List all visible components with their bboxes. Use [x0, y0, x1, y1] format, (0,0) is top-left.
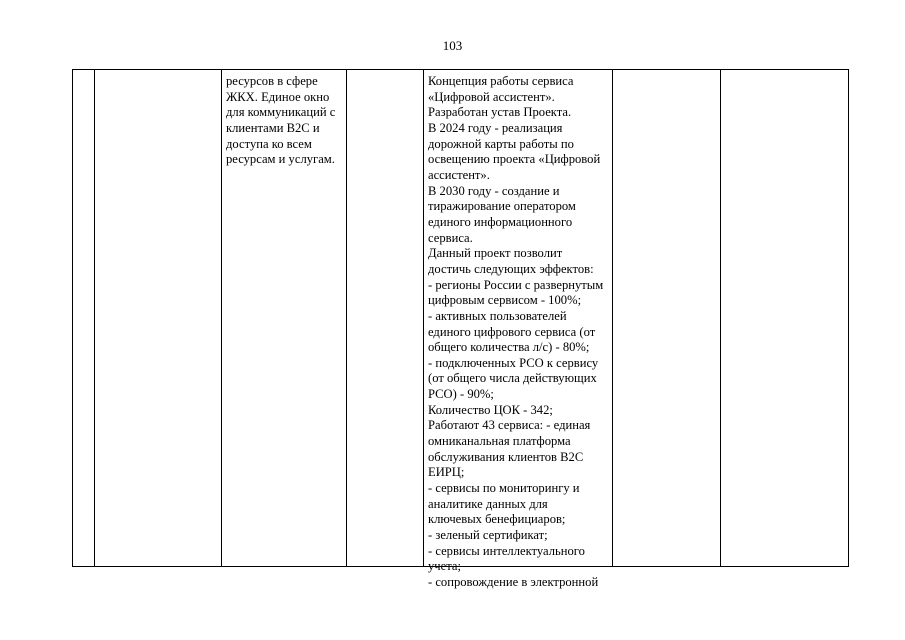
cell-description	[226, 74, 335, 168]
column-divider	[346, 70, 347, 566]
text-line: ЖКХ. Единое окно	[226, 89, 330, 104]
text-line: - сервисы интеллектуального	[428, 543, 585, 558]
text-line: ассистент».	[428, 167, 490, 182]
text-line: для коммуникаций с	[226, 105, 336, 120]
cell-results	[428, 74, 603, 591]
text-line: (от общего числа действующих	[428, 371, 597, 386]
text-line: Работают 43 сервиса: - единая	[428, 418, 591, 433]
text-line: В 2030 году - создание и	[428, 183, 560, 198]
text-line: ресурсам и услугам.	[226, 152, 335, 167]
text-line: Концепция работы сервиса	[428, 74, 574, 88]
text-line: омниканальная платформа	[428, 434, 571, 449]
column-divider	[94, 70, 95, 566]
text-line: обслуживания клиентов B2C	[428, 449, 584, 464]
text-line: единого информационного	[428, 214, 573, 229]
text-line: освещению проекта «Цифровой	[428, 152, 601, 167]
text-line: - сервисы по мониторингу и	[428, 481, 580, 496]
page-number: 103	[442, 38, 463, 53]
text-line: ЕИРЦ;	[428, 465, 465, 480]
text-line: - подключенных РСО к сервису	[428, 355, 599, 370]
text-line: дорожной карты работы по	[428, 136, 574, 151]
text-line: аналитике данных для	[428, 496, 548, 511]
text-line: учета;	[428, 559, 461, 574]
text-line: сервиса.	[428, 230, 473, 245]
column-divider	[612, 70, 613, 566]
text-line: Количество ЦОК - 342;	[428, 402, 553, 417]
text-line: РСО) - 90%;	[428, 387, 494, 402]
column-divider	[221, 70, 222, 566]
column-divider	[720, 70, 721, 566]
document-table	[72, 69, 849, 589]
text-line: доступа ко всем	[226, 136, 312, 151]
text-line: тиражирование оператором	[428, 199, 576, 214]
text-line: Данный проект позволит	[428, 246, 563, 261]
text-line: - сопровождение в электронной	[428, 575, 599, 589]
text-line: - активных пользователей	[428, 308, 567, 323]
text-line: Разработан устав Проекта.	[428, 105, 572, 120]
text-line: единого цифрового сервиса (от	[428, 324, 596, 339]
text-line: - зеленый сертификат;	[428, 528, 548, 543]
text-line: В 2024 году - реализация	[428, 120, 563, 135]
column-divider	[423, 70, 424, 566]
text-line: общего количества л/с) - 80%;	[428, 340, 590, 355]
text-line: ресурсов в сфере	[226, 74, 318, 88]
text-line: цифровым сервисом - 100%;	[428, 293, 582, 308]
text-line: «Цифровой ассистент».	[428, 89, 555, 104]
text-line: достичь следующих эффектов:	[428, 261, 594, 276]
text-line: - регионы России с развернутым	[428, 277, 604, 292]
text-line: клиентами B2C и	[226, 120, 320, 135]
text-line: ключевых бенефициаров;	[428, 512, 566, 527]
